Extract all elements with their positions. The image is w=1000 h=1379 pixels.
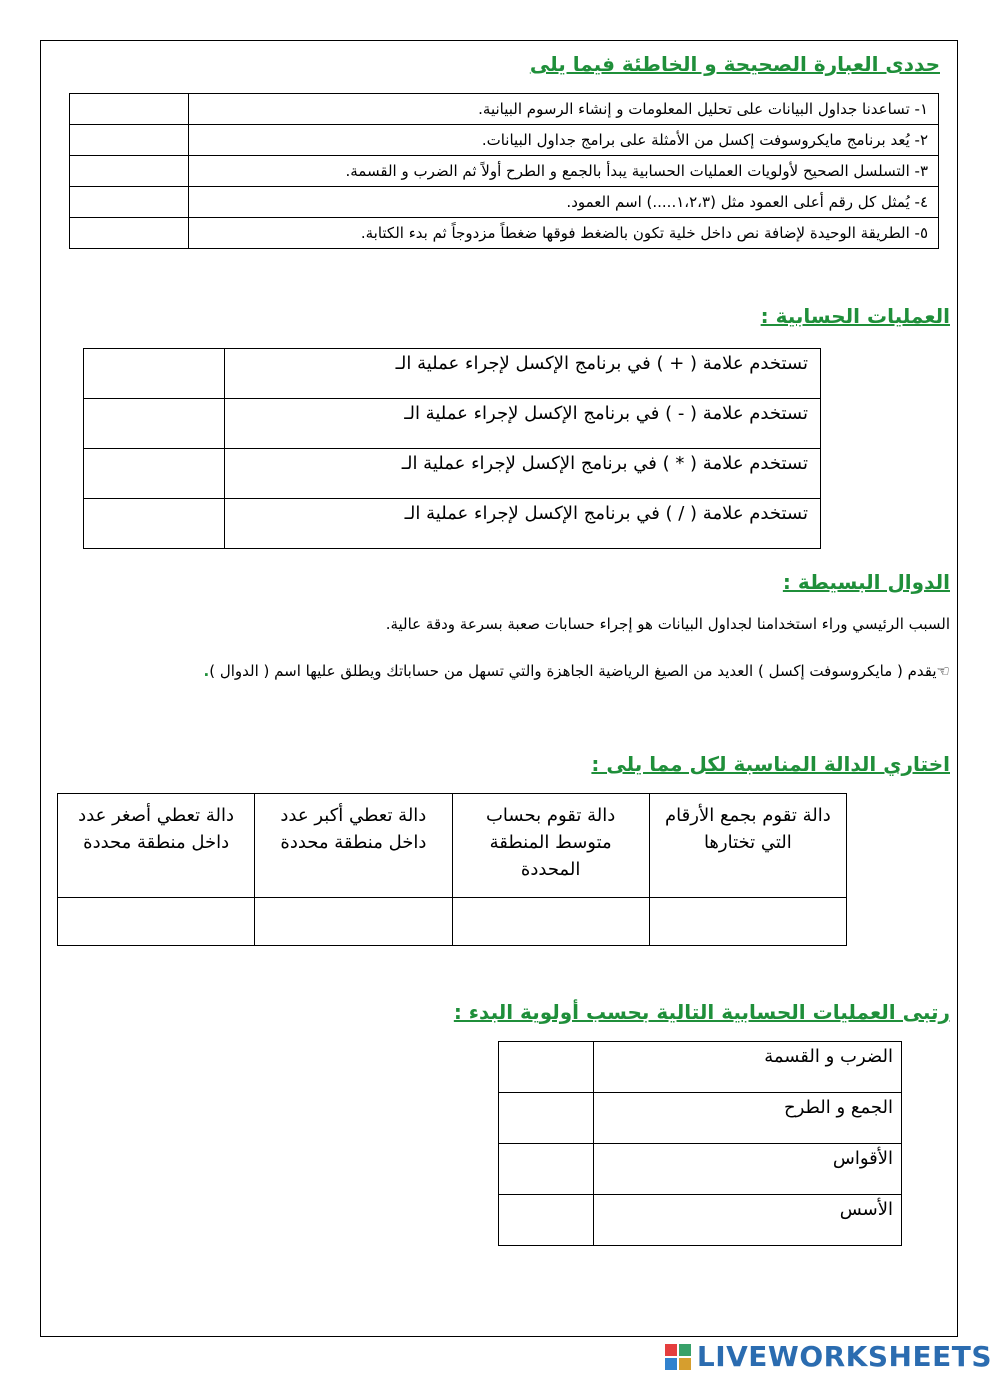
paragraph-reason: السبب الرئيسي وراء استخدامنا لجداول البيانات هو إجراء حسابات صعبة بسرعة ودقة عالية.	[385, 615, 950, 633]
table-row	[70, 125, 939, 156]
table-row	[84, 449, 821, 499]
statement-cell: تستخدم علامة ( * ) في برنامج الإكسل لإجراء عملية الـ	[225, 449, 821, 499]
statement-cell: ٤- يُمثل كل رقم أعلى العمود مثل (١،٢،٣.....) اسم العمود.	[189, 187, 939, 218]
table-row	[499, 1195, 902, 1246]
answer-cell[interactable]	[70, 125, 189, 156]
table-row	[70, 187, 939, 218]
pointing-hand-icon: ☜	[936, 662, 950, 680]
period-mark: .	[203, 662, 210, 680]
table-row	[70, 218, 939, 249]
section1-title: حددى العبارة الصحيحة و الخاطئة فيما يلى	[529, 52, 940, 76]
item-cell: الضرب و القسمة	[594, 1042, 902, 1093]
answer-cell[interactable]	[70, 94, 189, 125]
statement-cell: ٢- يُعد برنامج مايكروسوفت إكسل من الأمثلة على برامج جداول البيانات.	[189, 125, 939, 156]
section3-title: الدوال البسيطة :	[782, 570, 950, 594]
table-row	[84, 349, 821, 399]
item-cell: الأسس	[594, 1195, 902, 1246]
statement-cell: ١- تساعدنا جداول البيانات على تحليل المعلومات و إنشاء الرسوم البيانية.	[189, 94, 939, 125]
section5-title: رتبى العمليات الحسابية التالية بحسب أولوية البدء :	[453, 1000, 950, 1024]
answer-cell[interactable]	[58, 898, 255, 946]
functions-table	[57, 793, 847, 946]
table-row	[499, 1042, 902, 1093]
statement-cell: ٥- الطريقة الوحيدة لإضافة نص داخل خلية تكون بالضغط فوقها ضغطاً مزدوجاً ثم بدء الكتابة.	[189, 218, 939, 249]
answer-cell[interactable]	[499, 1144, 594, 1195]
answer-cell[interactable]	[255, 898, 452, 946]
table-row	[58, 794, 847, 898]
answer-cell[interactable]	[649, 898, 846, 946]
table-row	[70, 94, 939, 125]
answer-cell[interactable]	[70, 187, 189, 218]
table-row	[58, 898, 847, 946]
answer-cell[interactable]	[499, 1093, 594, 1144]
paragraph-functions	[204, 662, 950, 680]
logo-icon	[665, 1344, 691, 1370]
statement-cell: تستخدم علامة ( - ) في برنامج الإكسل لإجراء عملية الـ	[225, 399, 821, 449]
logo-square	[679, 1344, 691, 1356]
order-table	[498, 1041, 902, 1246]
liveworksheets-logo	[665, 1340, 992, 1373]
section2-title: العمليات الحسابية :	[760, 304, 950, 328]
answer-cell[interactable]	[499, 1042, 594, 1093]
functions-text: يقدم ( مايكروسوفت إكسل ) العديد من الصيغ الرياضية الجاهزة والتي تسهل من حساباتك ويطلق عليها اسم ( الدوال )	[209, 662, 937, 680]
answer-cell[interactable]	[70, 218, 189, 249]
logo-text: LIVEWORKSHEETS	[696, 1340, 992, 1373]
answer-cell[interactable]	[70, 156, 189, 187]
table-row	[499, 1144, 902, 1195]
answer-cell[interactable]	[84, 399, 225, 449]
table-row	[70, 156, 939, 187]
table-row	[499, 1093, 902, 1144]
item-cell: الجمع و الطرح	[594, 1093, 902, 1144]
logo-square	[679, 1358, 691, 1370]
statement-cell: تستخدم علامة ( / ) في برنامج الإكسل لإجراء عملية الـ	[225, 499, 821, 549]
logo-square	[665, 1344, 677, 1356]
header-cell: دالة تقوم بحساب متوسط المنطقة المحددة	[452, 794, 649, 898]
logo-square	[665, 1358, 677, 1370]
table-row	[84, 499, 821, 549]
header-cell: دالة تعطي أصغر عدد داخل منطقة محددة	[58, 794, 255, 898]
answer-cell[interactable]	[452, 898, 649, 946]
section4-title: اختاري الدالة المناسبة لكل مما يلى :	[591, 752, 950, 776]
answer-cell[interactable]	[84, 449, 225, 499]
statement-cell: تستخدم علامة ( + ) في برنامج الإكسل لإجراء عملية الـ	[225, 349, 821, 399]
table-row	[84, 399, 821, 449]
operations-table	[83, 348, 821, 549]
header-cell: دالة تعطي أكبر عدد داخل منطقة محددة	[255, 794, 452, 898]
statement-cell: ٣- التسلسل الصحيح لأولويات العمليات الحسابية يبدأ بالجمع و الطرح أولاً ثم الضرب و القسمة.	[189, 156, 939, 187]
header-cell: دالة تقوم بجمع الأرقام التي تختارها	[649, 794, 846, 898]
answer-cell[interactable]	[84, 349, 225, 399]
answer-cell[interactable]	[499, 1195, 594, 1246]
item-cell: الأقواس	[594, 1144, 902, 1195]
answer-cell[interactable]	[84, 499, 225, 549]
true-false-table	[69, 93, 939, 249]
